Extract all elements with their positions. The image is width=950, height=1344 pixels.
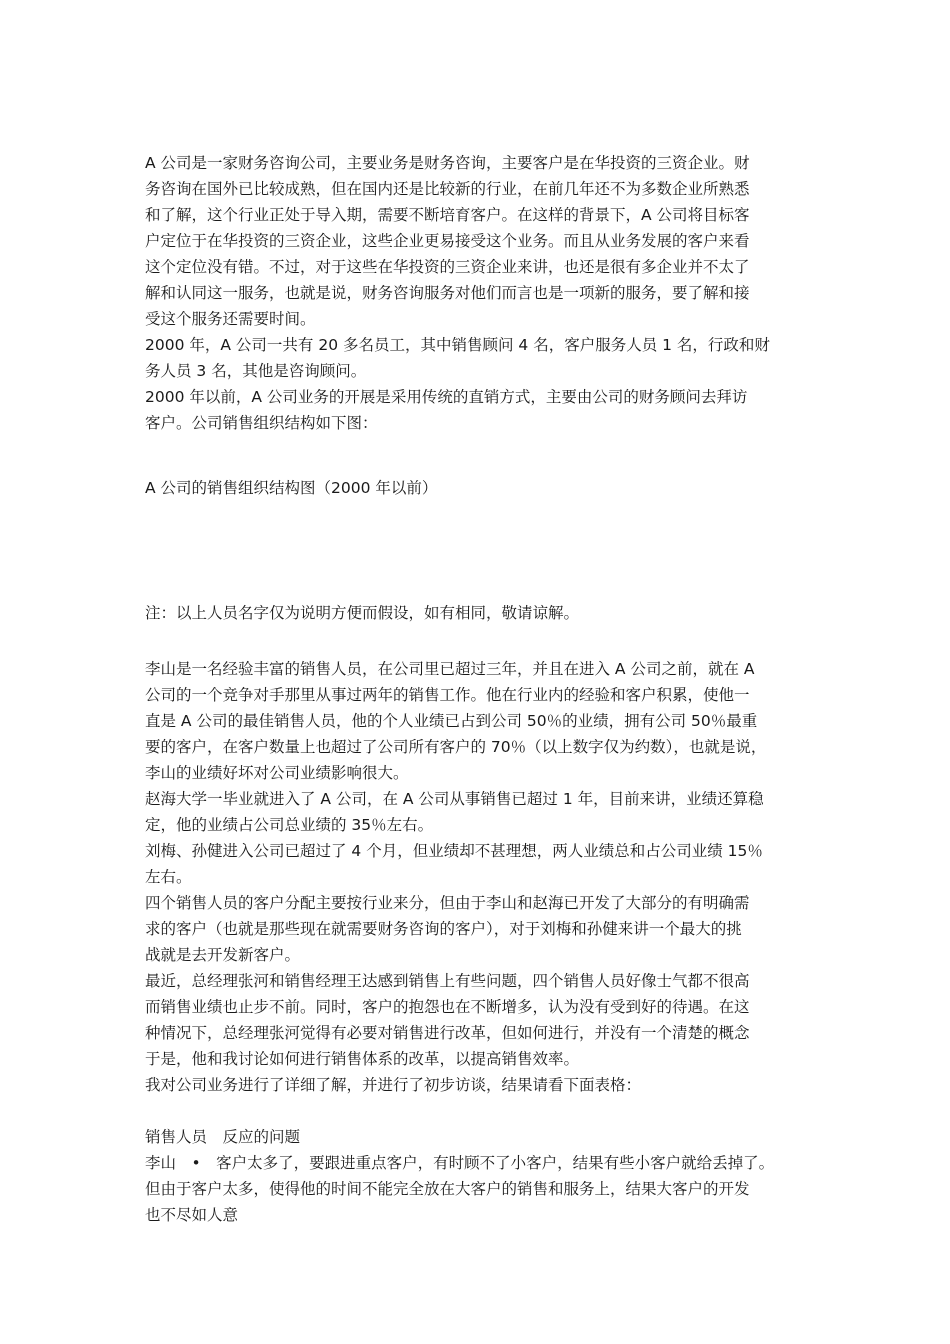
text-line: 解和认同这一服务，也就是说，财务咨询服务对他们而言也是一项新的服务，要了解和接 (145, 284, 750, 302)
text-line: 务咨询在国外已比较成熟，但在国内还是比较新的行业，在前几年还不为多数企业所熟悉 (145, 180, 750, 198)
text-line: 销售人员 反应的问题 (145, 1128, 301, 1146)
text-line: 最近，总经理张河和销售经理王达感到销售上有些问题，四个销售人员好像士气都不很高 (145, 972, 750, 990)
text-line: A 公司是一家财务咨询公司，主要业务是财务咨询，主要客户是在华投资的三资企业。财 (145, 154, 750, 172)
text-line: 和了解，这个行业正处于导入期，需要不断培育客户。在这样的背景下，A 公司将目标客 (145, 206, 750, 224)
lishan-paragraph (145, 656, 825, 786)
text-line: 赵海大学一毕业就进入了 A 公司，在 A 公司从事销售已超过 1 年，目前来讲，业绩还算稳 (145, 790, 764, 808)
text-line: 李山是一名经验丰富的销售人员，在公司里已超过三年，并且在进入 A 公司之前，就在 A (145, 660, 755, 678)
text-line: 2000 年，A 公司一共有 20 多名员工，其中销售顾问 4 名，客户服务人员 1 名，行政和财 (145, 336, 770, 354)
text-line: 也不尽如人意 (145, 1206, 239, 1224)
text-line: 于是，他和我讨论如何进行销售体系的改革，以提高销售效率。 (145, 1050, 580, 1068)
text-line: 定，他的业绩占公司总业绩的 35％左右。 (145, 816, 434, 834)
text-line: 求的客户（也就是那些现在就需要财务咨询的客户），对于刘梅和孙健来讲一个最大的挑 (145, 920, 742, 938)
text-line: 但由于客户太多，使得他的时间不能完全放在大客户的销售和服务上，结果大客户的开发 (145, 1180, 750, 1198)
table-row (145, 1150, 825, 1228)
before-2000-paragraph (145, 384, 825, 436)
text-line: 刘梅、孙健进入公司已超过了 4 个月，但业绩却不甚理想，两人业绩总和占公司业绩 15％ (145, 842, 763, 860)
figure-caption (145, 475, 825, 501)
text-line: 2000 年以前，A 公司业务的开展是采用传统的直销方式，主要由公司的财务顾问去拜访 (145, 388, 748, 406)
text-line: 直是 A 公司的最佳销售人员，他的个人业绩已占到公司 50％的业绩，拥有公司 50％最重 (145, 712, 758, 730)
text-line: 这个定位没有错。不过，对于这些在华投资的三资企业来讲，也还是很有多企业并不太了 (145, 258, 750, 276)
liumei-paragraph (145, 838, 825, 890)
text-line: 注：以上人员名字仅为说明方便而假设，如有相同，敬请谅解。 (145, 604, 580, 622)
intro-paragraph (145, 150, 825, 332)
text-line: 李山的业绩好坏对公司业绩影响很大。 (145, 764, 409, 782)
text-line: A 公司的销售组织结构图（2000 年以前） (145, 479, 438, 497)
text-line: 左右。 (145, 868, 192, 886)
text-line: 四个销售人员的客户分配主要按行业来分，但由于李山和赵海已开发了大部分的有明确需 (145, 894, 750, 912)
text-line: 战就是去开发新客户。 (145, 946, 301, 964)
text-line: 要的客户，在客户数量上也超过了公司所有客户的 70％（以上数字仅为约数），也就是说， (145, 738, 767, 756)
text-line: 李山 • 客户太多了，要跟进重点客户，有时顾不了小客户，结果有些小客户就给丢掉了。 (145, 1154, 775, 1172)
staff-paragraph (145, 332, 825, 384)
text-line: 受这个服务还需要时间。 (145, 310, 316, 328)
zhaohai-paragraph (145, 786, 825, 838)
text-line: 公司的一个竞争对手那里从事过两年的销售工作。他在行业内的经验和客户积累，使他一 (145, 686, 750, 704)
text-line: 务人员 3 名，其他是咨询顾问。 (145, 362, 367, 380)
table-header (145, 1124, 825, 1150)
text-line: 而销售业绩也止步不前。同时，客户的抱怨也在不断增多，认为没有受到好的待遇。在这 (145, 998, 750, 1016)
text-line: 我对公司业务进行了详细了解，并进行了初步访谈，结果请看下面表格： (145, 1076, 642, 1094)
text-line: 户定位于在华投资的三资企业，这些企业更易接受这个业务。而且从业务发展的客户来看 (145, 232, 750, 250)
survey-paragraph (145, 1072, 825, 1098)
note-paragraph (145, 600, 825, 626)
text-line: 种情况下，总经理张河觉得有必要对销售进行改革，但如何进行，并没有一个清楚的概念 (145, 1024, 750, 1042)
allocation-paragraph (145, 890, 825, 968)
text-line: 客户。公司销售组织结构如下图： (145, 414, 378, 432)
recent-paragraph (145, 968, 825, 1072)
